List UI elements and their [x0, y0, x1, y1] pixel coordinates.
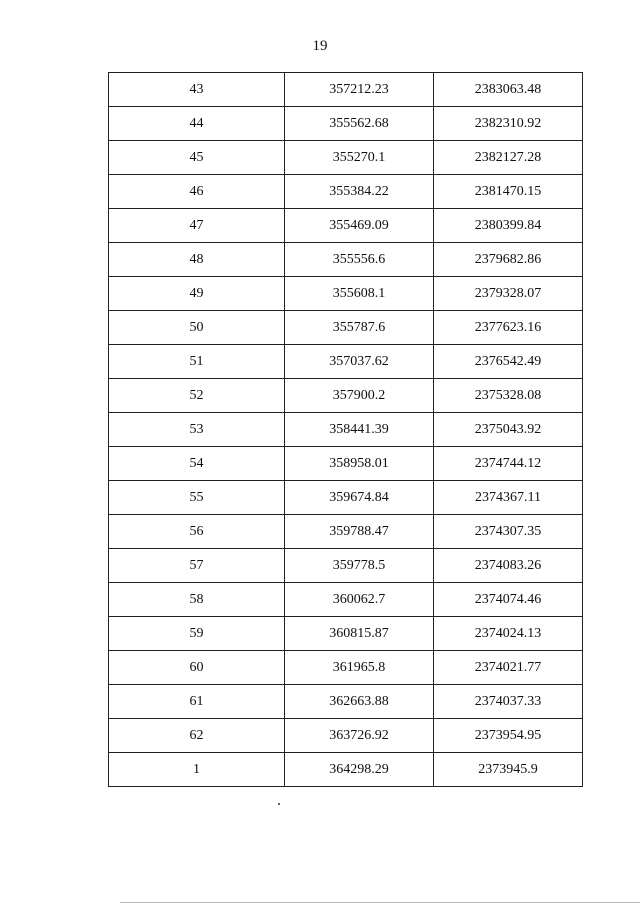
table-row — [109, 685, 583, 719]
point-number-cell: 55 — [109, 481, 285, 515]
point-number-cell: 44 — [109, 107, 285, 141]
y-coordinate-cell: 2377623.16 — [434, 311, 583, 345]
table-row — [109, 549, 583, 583]
point-number-cell: 43 — [109, 73, 285, 107]
x-coordinate-cell: 357037.62 — [285, 345, 434, 379]
x-coordinate-cell: 360062.7 — [285, 583, 434, 617]
y-coordinate-cell: 2373954.95 — [434, 719, 583, 753]
point-number-cell: 51 — [109, 345, 285, 379]
x-coordinate-cell: 361965.8 — [285, 651, 434, 685]
x-coordinate-cell: 364298.29 — [285, 753, 434, 787]
x-coordinate-cell: 357212.23 — [285, 73, 434, 107]
table-row — [109, 311, 583, 345]
y-coordinate-cell: 2383063.48 — [434, 73, 583, 107]
x-coordinate-cell: 357900.2 — [285, 379, 434, 413]
table-row — [109, 107, 583, 141]
x-coordinate-cell: 358958.01 — [285, 447, 434, 481]
y-coordinate-cell: 2376542.49 — [434, 345, 583, 379]
y-coordinate-cell: 2379328.07 — [434, 277, 583, 311]
table-row — [109, 209, 583, 243]
x-coordinate-cell: 355270.1 — [285, 141, 434, 175]
point-number-cell: 47 — [109, 209, 285, 243]
point-number-cell: 56 — [109, 515, 285, 549]
x-coordinate-cell: 355469.09 — [285, 209, 434, 243]
table-row — [109, 719, 583, 753]
page-bottom-edge — [120, 902, 640, 903]
x-coordinate-cell: 359674.84 — [285, 481, 434, 515]
point-number-cell: 49 — [109, 277, 285, 311]
x-coordinate-cell: 355556.6 — [285, 243, 434, 277]
x-coordinate-cell: 355562.68 — [285, 107, 434, 141]
point-number-cell: 57 — [109, 549, 285, 583]
point-number-cell: 52 — [109, 379, 285, 413]
point-number-cell: 61 — [109, 685, 285, 719]
table-row — [109, 175, 583, 209]
y-coordinate-cell: 2375328.08 — [434, 379, 583, 413]
point-number-cell: 1 — [109, 753, 285, 787]
x-coordinate-cell: 355384.22 — [285, 175, 434, 209]
y-coordinate-cell: 2382310.92 — [434, 107, 583, 141]
x-coordinate-cell: 358441.39 — [285, 413, 434, 447]
x-coordinate-cell: 359778.5 — [285, 549, 434, 583]
table-row — [109, 515, 583, 549]
point-number-cell: 50 — [109, 311, 285, 345]
point-number-cell: 46 — [109, 175, 285, 209]
table-body — [109, 73, 583, 787]
x-coordinate-cell: 360815.87 — [285, 617, 434, 651]
point-number-cell: 59 — [109, 617, 285, 651]
x-coordinate-cell: 362663.88 — [285, 685, 434, 719]
x-coordinate-cell: 363726.92 — [285, 719, 434, 753]
y-coordinate-cell: 2380399.84 — [434, 209, 583, 243]
table-row — [109, 753, 583, 787]
table-row — [109, 379, 583, 413]
y-coordinate-cell: 2374021.77 — [434, 651, 583, 685]
y-coordinate-cell: 2374024.13 — [434, 617, 583, 651]
y-coordinate-cell: 2374307.35 — [434, 515, 583, 549]
point-number-cell: 58 — [109, 583, 285, 617]
point-number-cell: 53 — [109, 413, 285, 447]
y-coordinate-cell: 2374074.46 — [434, 583, 583, 617]
x-coordinate-cell: 355608.1 — [285, 277, 434, 311]
y-coordinate-cell: 2374744.12 — [434, 447, 583, 481]
table-row — [109, 345, 583, 379]
table-row — [109, 447, 583, 481]
y-coordinate-cell: 2374037.33 — [434, 685, 583, 719]
y-coordinate-cell: 2374367.11 — [434, 481, 583, 515]
y-coordinate-cell: 2375043.92 — [434, 413, 583, 447]
scan-speck — [278, 803, 280, 805]
x-coordinate-cell: 355787.6 — [285, 311, 434, 345]
point-number-cell: 54 — [109, 447, 285, 481]
table-row — [109, 413, 583, 447]
point-number-cell: 62 — [109, 719, 285, 753]
table-row — [109, 73, 583, 107]
y-coordinate-cell: 2379682.86 — [434, 243, 583, 277]
table-row — [109, 481, 583, 515]
y-coordinate-cell: 2381470.15 — [434, 175, 583, 209]
point-number-cell: 60 — [109, 651, 285, 685]
y-coordinate-cell: 2374083.26 — [434, 549, 583, 583]
table-row — [109, 277, 583, 311]
table-row — [109, 617, 583, 651]
table-row — [109, 141, 583, 175]
table-row — [109, 583, 583, 617]
table-row — [109, 651, 583, 685]
point-number-cell: 45 — [109, 141, 285, 175]
y-coordinate-cell: 2373945.9 — [434, 753, 583, 787]
table-row — [109, 243, 583, 277]
coordinate-table — [108, 72, 583, 787]
point-number-cell: 48 — [109, 243, 285, 277]
page-number: 19 — [312, 38, 328, 54]
y-coordinate-cell: 2382127.28 — [434, 141, 583, 175]
x-coordinate-cell: 359788.47 — [285, 515, 434, 549]
